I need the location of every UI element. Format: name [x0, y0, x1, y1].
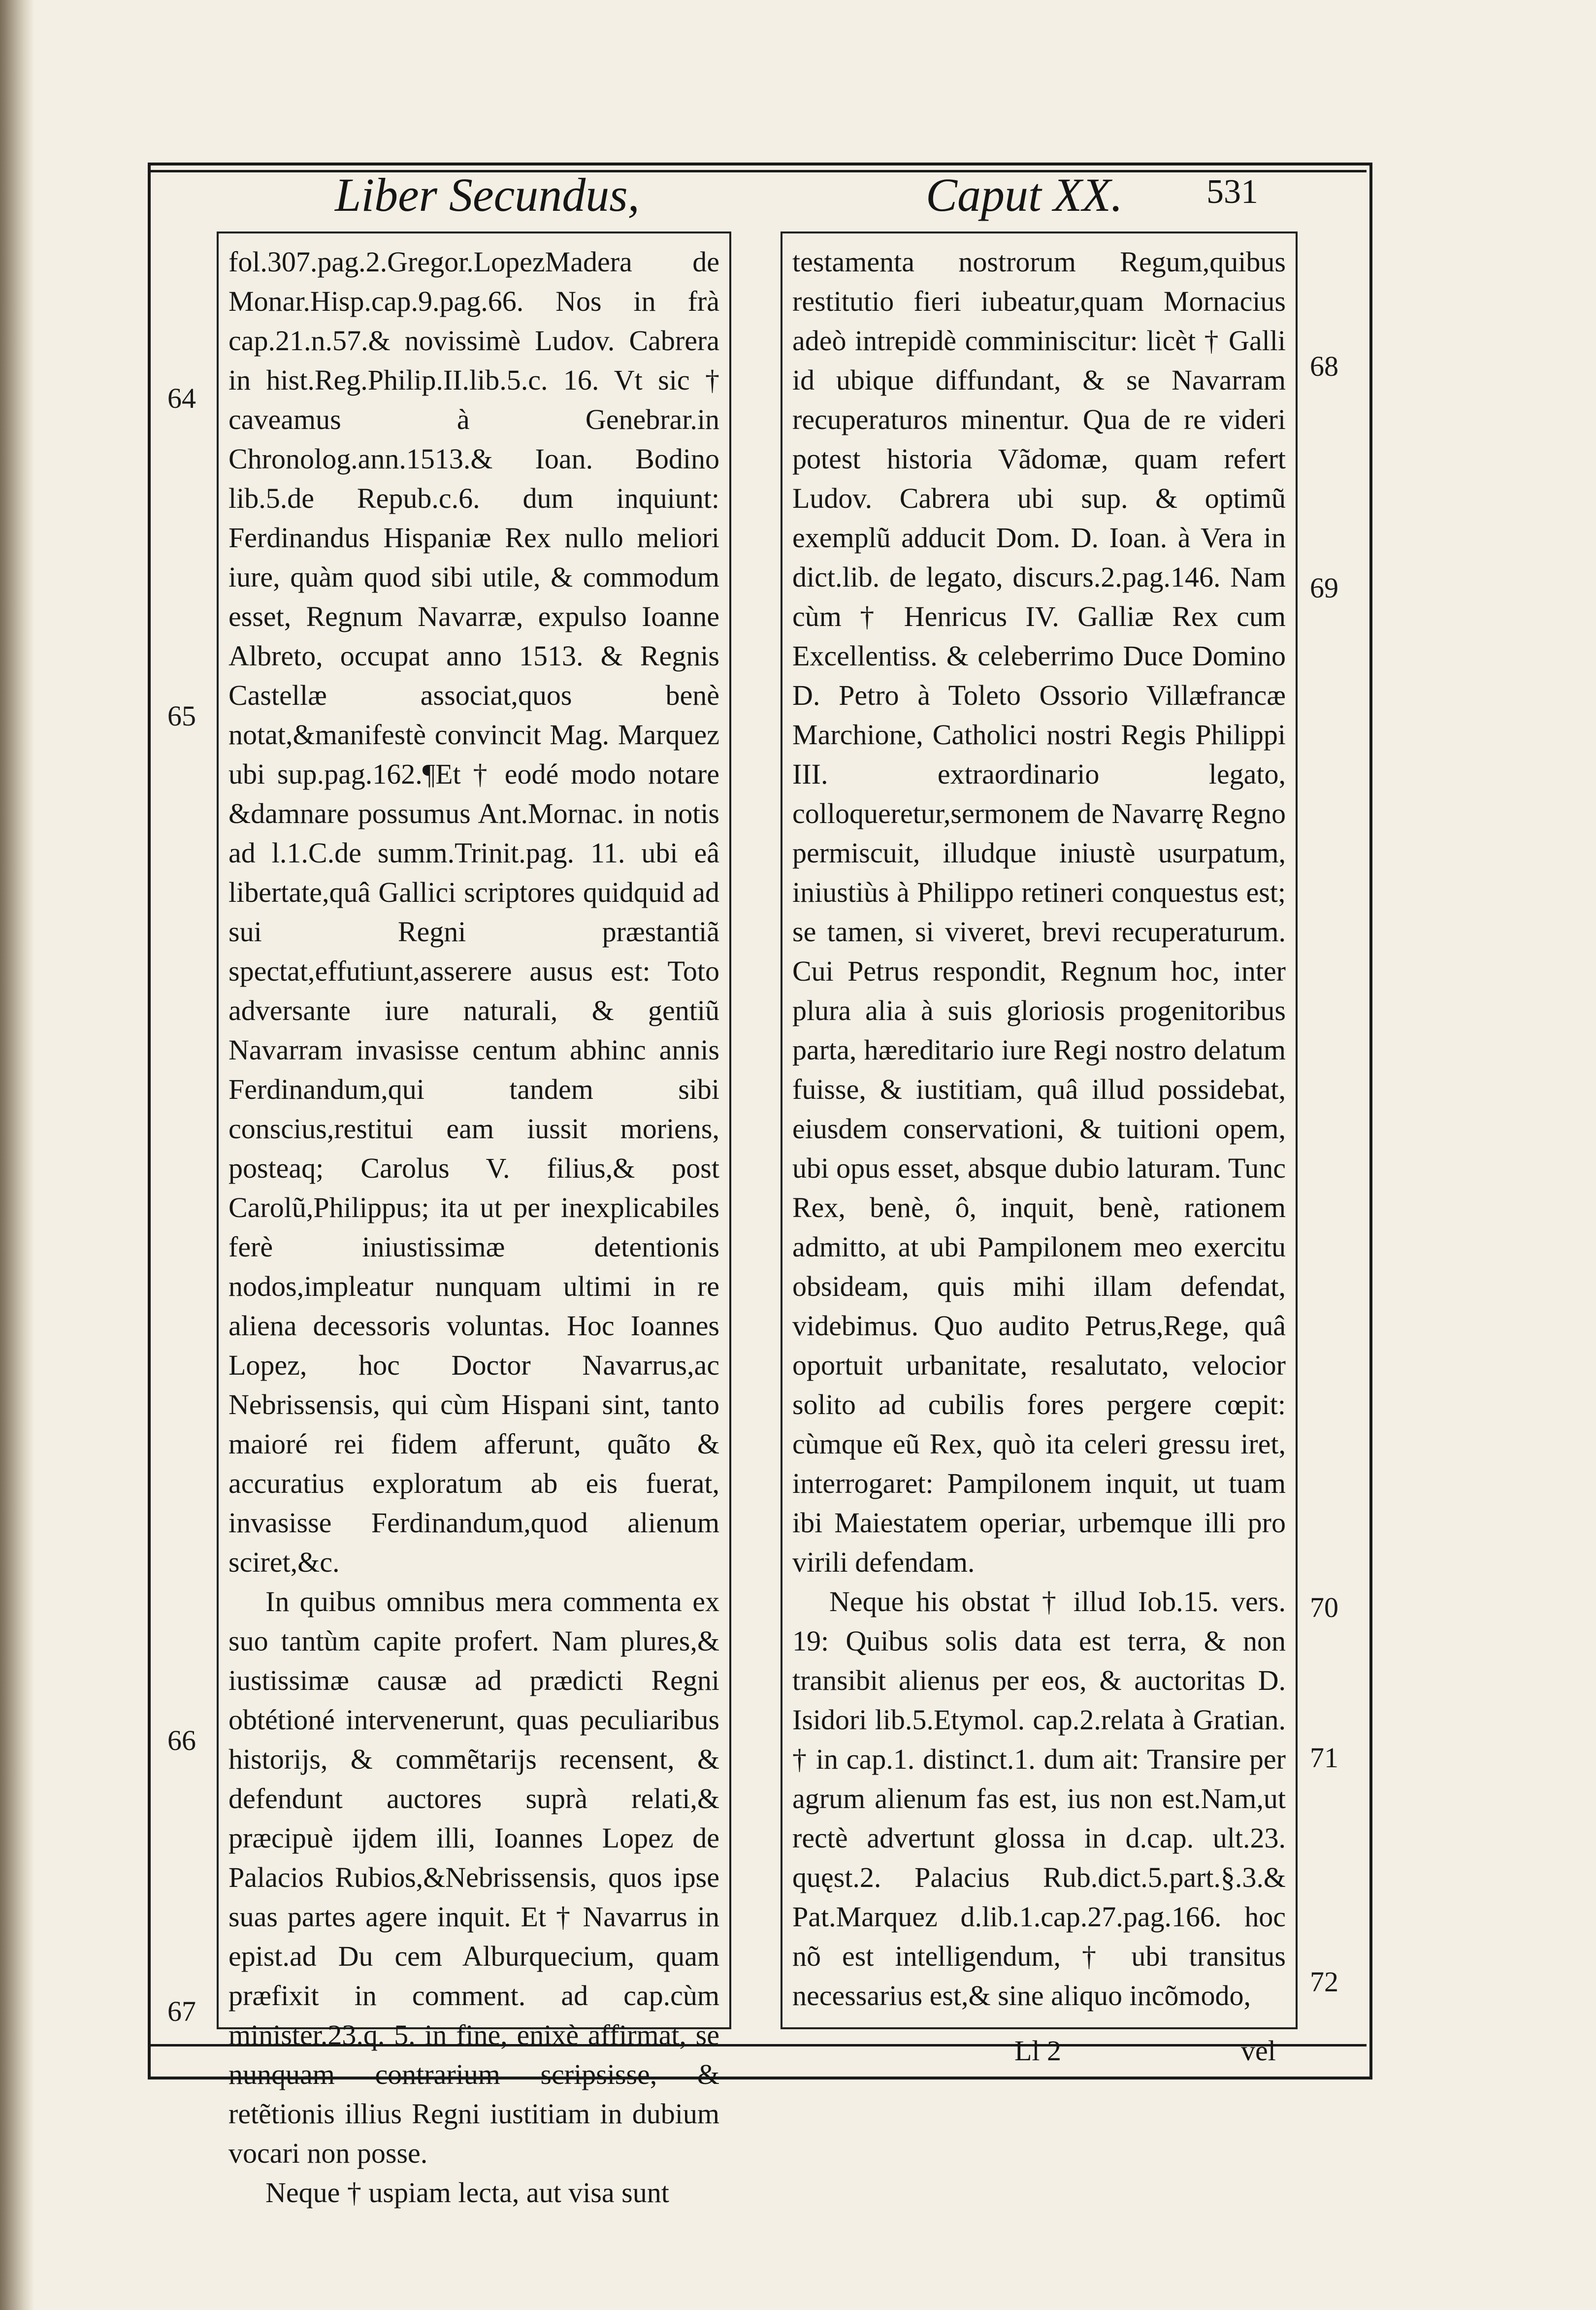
paragraph: Neque his obstat † illud Iob.15. vers. 19: Quibus solis data est terra, & non transibit alienus per eos, & auctoritas D. Isidori lib.5.Etymol. cap.2.relata à Gratian. † in cap.1. distinct.1. dum ait: Transire per agrum alienum fas est, ius non est.Nam,ut rectè advertunt glossa in d.cap. ult.23. quęst.2. Palacius Rub.dict.5.part.§.3.& Pat.Marquez d.lib.1.cap.27.pag.166. hoc nõ est intelligendum, † ubi transitus necessarius est,& sine aliquo incõmodo, [792, 1585, 1286, 2012]
margin-number-left: 64 [167, 382, 196, 414]
bottom-rule [148, 2044, 1367, 2046]
margin-number-right: 71 [1310, 1742, 1338, 1774]
margin-number-right: 68 [1310, 350, 1338, 382]
folio-number: 531 [1206, 173, 1258, 211]
margin-number-right: 72 [1310, 1966, 1338, 1998]
catchword: vel [1241, 2035, 1276, 2067]
paragraph: Neque † uspiam lecta, aut visa sunt [265, 2177, 669, 2209]
text-column-right [781, 231, 1298, 2029]
running-head-chapter: Caput XX. [926, 168, 1123, 221]
margin-number-left: 67 [167, 1995, 196, 2027]
signature-mark: Ll 2 [1014, 2035, 1062, 2067]
margin-number-right: 69 [1310, 572, 1338, 604]
text-column-left [217, 231, 731, 2209]
paragraph: fol.307.pag.2.Gregor.LopezMadera de Monar.Hisp.cap.9.pag.66. Nos in frà cap.21.n.57.& novissimè Ludov. Cabrera in hist.Reg.Philip.II.lib.5.c. 16. Vt sic † caveamus à Genebrar.in Chronolog.ann.1513.& Ioan. Bodino lib.5.de Repub.c.6. dum inquiunt: Ferdinandus Hispaniæ Rex nullo meliori iure, quàm quod sibi utile, & commodum esset, Regnum Navarræ, expulso Ioanne Albreto, occupat anno 1513. & Regnis Castellæ associat,quos benè notat,&manifestè convincit Mag. Marquez ubi sup.pag.162.¶Et † eodé modo notare &damnare possumus Ant.Mornac. in notis ad l.1.C.de summ.Trinit.pag. 11. ubi eâ libertate,quâ Gallici scriptores quidquid ad sui Regni præstantiã spectat,effutiunt,asserere ausus est: Toto adversante iure naturali, & gentiũ Navarram invasisse centum abhinc annis Ferdinandum,qui tandem sibi conscius,restitui eam iussit moriens, posteaq; Carolus V. filius,& post Carolũ,Philippus; ita ut per inexplicabiles ferè iniustissimæ detentionis nodos,impleatur nunquam ultimi in re aliena decessoris voluntas. Hoc Ioannes Lopez, hoc Doctor Navarrus,ac Nebrissensis, qui cùm Hispani sint, tanto maioré rei fidem afferunt, quãto & accuratius exploratum ab eis fuerat, invasisse Ferdinandum,quod alienum sciret,&c. [228, 246, 719, 1578]
paragraph: testamenta nostrorum Regum,quibus restitutio fieri iubeatur,quam Mornacius adeò intrepidè comminiscitur: licèt † Galli id ubique diffundant, & se Navarram recuperaturos minentur. Qua de re videri potest historia Vãdomæ, quam refert Ludov. Cabrera ubi sup. & optimũ exemplũ adducit Dom. D. Ioan. à Vera in dict.lib. de legato, discurs.2.pag.146. Nam cùm † Henricus IV. Galliæ Rex cum Excellentiss. & celeberrimo Duce Domino D. Petro à Toleto Ossorio Villæfrancæ Marchione, Catholici nostri Regis Philippi III. extraordinario legato, colloqueretur,sermonem de Navarrę Regno permiscuit, illudque iniustè usurpatum, iniustiùs à Philippo retineri conquestus est; se tamen, si viveret, brevi recuperaturum. Cui Petrus respondit, Regnum hoc, inter plura alia à suis gloriosis progenitoribus parta, hæreditario iure Regi nostro delatum fuisse, & iustitiam, quâ illud possidebat, eiusdem conservationi, & tuitioni opem, ubi opus esset, absque dubio laturam. Tunc Rex, benè, ô, inquit, benè, rationem admitto, at ubi Pampilonem meo exercitu obsideam, quis mihi illam defendat, videbimus. Quo audito Petrus,Rege, quâ oportuit urbanitate, resalutato, velocior solito ad cubilis fores pergere cœpit: cùmque eũ Rex, quò ita celeri gressu iret, interrogaret: Pampilonem inquit, ut tuam ibi Maiestatem operiar, urbemque illi pro virili defendam. [792, 246, 1286, 1578]
paragraph: In quibus omnibus mera commenta ex suo tantùm capite profert. Nam plures,& iustissimæ causæ ad prædicti Regni obtétioné intervenerunt, quas peculiaribus historijs, & commẽtarijs recensent, & defendunt auctores suprà relati,& præcipuè ijdem illi, Ioannes Lopez de Palacios Rubios,&Nebrissensis, quos ipse suas partes agere inquit. Et † Navarrus in epist.ad Du cem Alburquecium, quam præfixit in comment. ad cap.cùm minister.23.q. 5. in fine, enixè affirmat, se nunquam contrarium scripsisse, & retẽtionis illius Regni iustitiam in dubium vocari non posse. [228, 1585, 719, 2169]
margin-number-right: 70 [1310, 1591, 1338, 1623]
margin-number-left: 65 [167, 700, 196, 732]
book-spine-shadow [0, 0, 34, 2310]
running-head [217, 163, 1349, 231]
running-head-book: Liber Secundus, [335, 168, 640, 221]
margin-number-left: 66 [167, 1724, 196, 1756]
